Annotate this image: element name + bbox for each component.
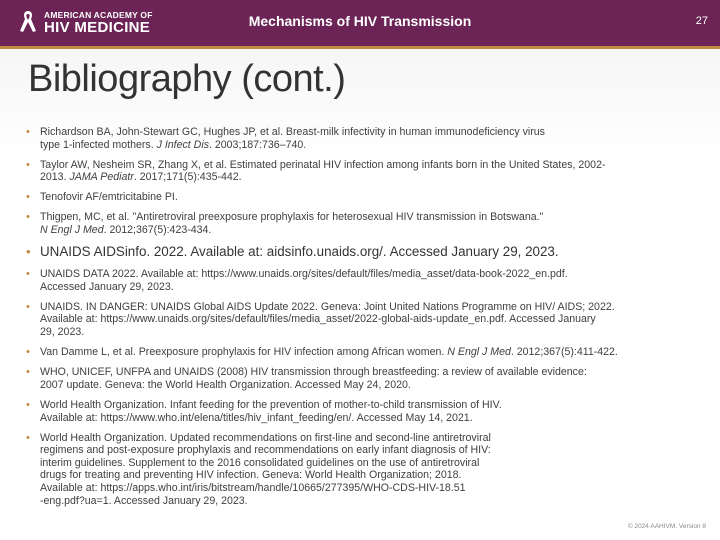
reference-item [26,366,698,391]
reference-text: . 2012;367(5):423-434. [103,224,212,237]
reference-line [40,495,698,508]
reference-text: WHO, UNICEF, UNFPA and UNAIDS (2008) HIV transmission through breastfeeding: a review of available evidence: [40,366,587,379]
reference-line [40,399,698,412]
reference-item [26,159,698,184]
reference-line [40,191,698,204]
logo-org-bottom: HIV MEDICINE [44,19,151,36]
journal-name: N Engl J Med [40,224,104,237]
reference-item [26,244,698,259]
header-title: Mechanisms of HIV Transmission [248,13,472,29]
reference-line [40,457,698,470]
reference-line [40,346,698,359]
bullet-icon: • [26,244,31,260]
reference-item [26,432,698,508]
reference-text: -eng.pdf?ua=1. Accessed January 29, 2023. [40,494,248,507]
reference-line [40,171,698,184]
reference-line [40,281,698,294]
bullet-icon: • [26,268,30,281]
reference-line [40,126,698,139]
bullet-icon: • [26,300,30,313]
reference-line [40,268,698,281]
reference-text: interim guidelines. Supplement to the 2016 consolidated guidelines on the use of antiretroviral [40,456,480,469]
reference-line [40,159,698,172]
reference-line [40,432,698,445]
logo-org-top: AMERICAN ACADEMY OF [44,10,153,20]
reference-text: . 2003;187:736–740. [209,138,307,151]
reference-line [40,379,698,392]
header-bar [0,0,720,46]
reference-text: Accessed January 29, 2023. [40,280,174,293]
journal-name: J Infect Dis [156,138,209,151]
slide-title: Bibliography (cont.) [28,58,346,100]
reference-item [26,268,698,293]
reference-line [40,366,698,379]
reference-item [26,346,698,359]
reference-text: drugs for treating and preventing HIV infection. Geneva: World Health Organization; 2018. [40,469,462,482]
reference-text: Tenofovir AF/emtricitabine PI. [40,191,178,204]
reference-line [40,444,698,457]
reference-text: . 2017;171(5):435-442. [133,171,242,184]
reference-line [40,224,698,237]
bullet-icon: • [26,191,30,204]
reference-line [40,301,698,314]
reference-text: regimens and post-exposure prophylaxis and recommendations on early infant diagnosis of HIV: [40,444,491,457]
reference-text: 2007 update. Geneva: the World Health Organization. Accessed May 24, 2020. [40,378,411,391]
reference-item [26,399,698,424]
reference-line [40,313,698,326]
reference-text: UNAIDS AIDSinfo. 2022. Available at: aidsinfo.unaids.org/. Accessed January 29, 2023. [40,244,559,260]
bullet-icon: • [26,431,30,444]
journal-name: JAMA Pediatr [69,171,134,184]
accent-divider [0,46,720,49]
reference-text: 29, 2023. [40,326,85,339]
reference-item [26,211,698,236]
reference-item [26,191,698,204]
reference-text: Taylor AW, Nesheim SR, Zhang X, et al. Estimated perinatal HIV infection among infants born in the United States, 2002- [40,158,606,171]
journal-name: N Engl J Med [447,346,511,359]
bullet-icon: • [26,211,30,224]
page-number: 27 [695,15,708,27]
reference-item [26,126,698,151]
reference-line [40,326,698,339]
reference-line [40,482,698,495]
reference-list [26,126,698,515]
reference-line [40,244,698,259]
reference-line [40,211,698,224]
reference-line [40,139,698,152]
bullet-icon: • [26,398,30,411]
reference-text: Available at: https://apps.who.int/iris/bitstream/handle/10665/277395/WHO-CDS-HIV-18.51 [40,481,466,494]
reference-line [40,469,698,482]
bullet-icon: • [26,346,30,359]
bullet-icon: • [26,366,30,379]
reference-text: 2013. [40,171,70,184]
bullet-icon: • [26,126,30,138]
reference-text: World Health Organization. Infant feeding for the prevention of mother-to-child transmission of HIV. [40,398,502,411]
reference-text: World Health Organization. Updated recommendations on first-line and second-line antiretroviral [40,431,491,444]
reference-text: Available at: https://www.unaids.org/sites/default/files/media_asset/2022-global-aids-update_en.pdf. Accessed January [40,313,596,326]
footer-copyright: © 2024 AAHIVM. Version 8 [627,523,706,530]
reference-text: UNAIDS DATA 2022. Available at: https://www.unaids.org/sites/default/files/media_asset/data-book-2022_en.pdf. [40,268,568,281]
bullet-icon: • [26,158,30,171]
reference-text: Van Damme L, et al. Preexposure prophylaxis for HIV infection among African women. [40,346,448,359]
reference-text: Richardson BA, John-Stewart GC, Hughes JP, et al. Breast-milk infectivity in human immunodeficiency virus [40,126,545,138]
reference-line [40,412,698,425]
reference-text: type 1-infected mothers. [40,138,157,151]
reference-item [26,301,698,339]
reference-text: Thigpen, MC, et al. "Antiretroviral preexposure prophylaxis for heterosexual HIV transmission in Botswana." [40,211,544,224]
reference-text: Available at: https://www.who.int/elena/titles/hiv_infant_feeding/en/. Accessed May 14, 2021. [40,411,473,424]
reference-text: . 2012;367(5):411-422. [510,346,618,359]
reference-text: UNAIDS. IN DANGER: UNAIDS Global AIDS Update 2022. Geneva: Joint United Nations Programme on HIV/ AIDS; 2022. [40,300,615,313]
